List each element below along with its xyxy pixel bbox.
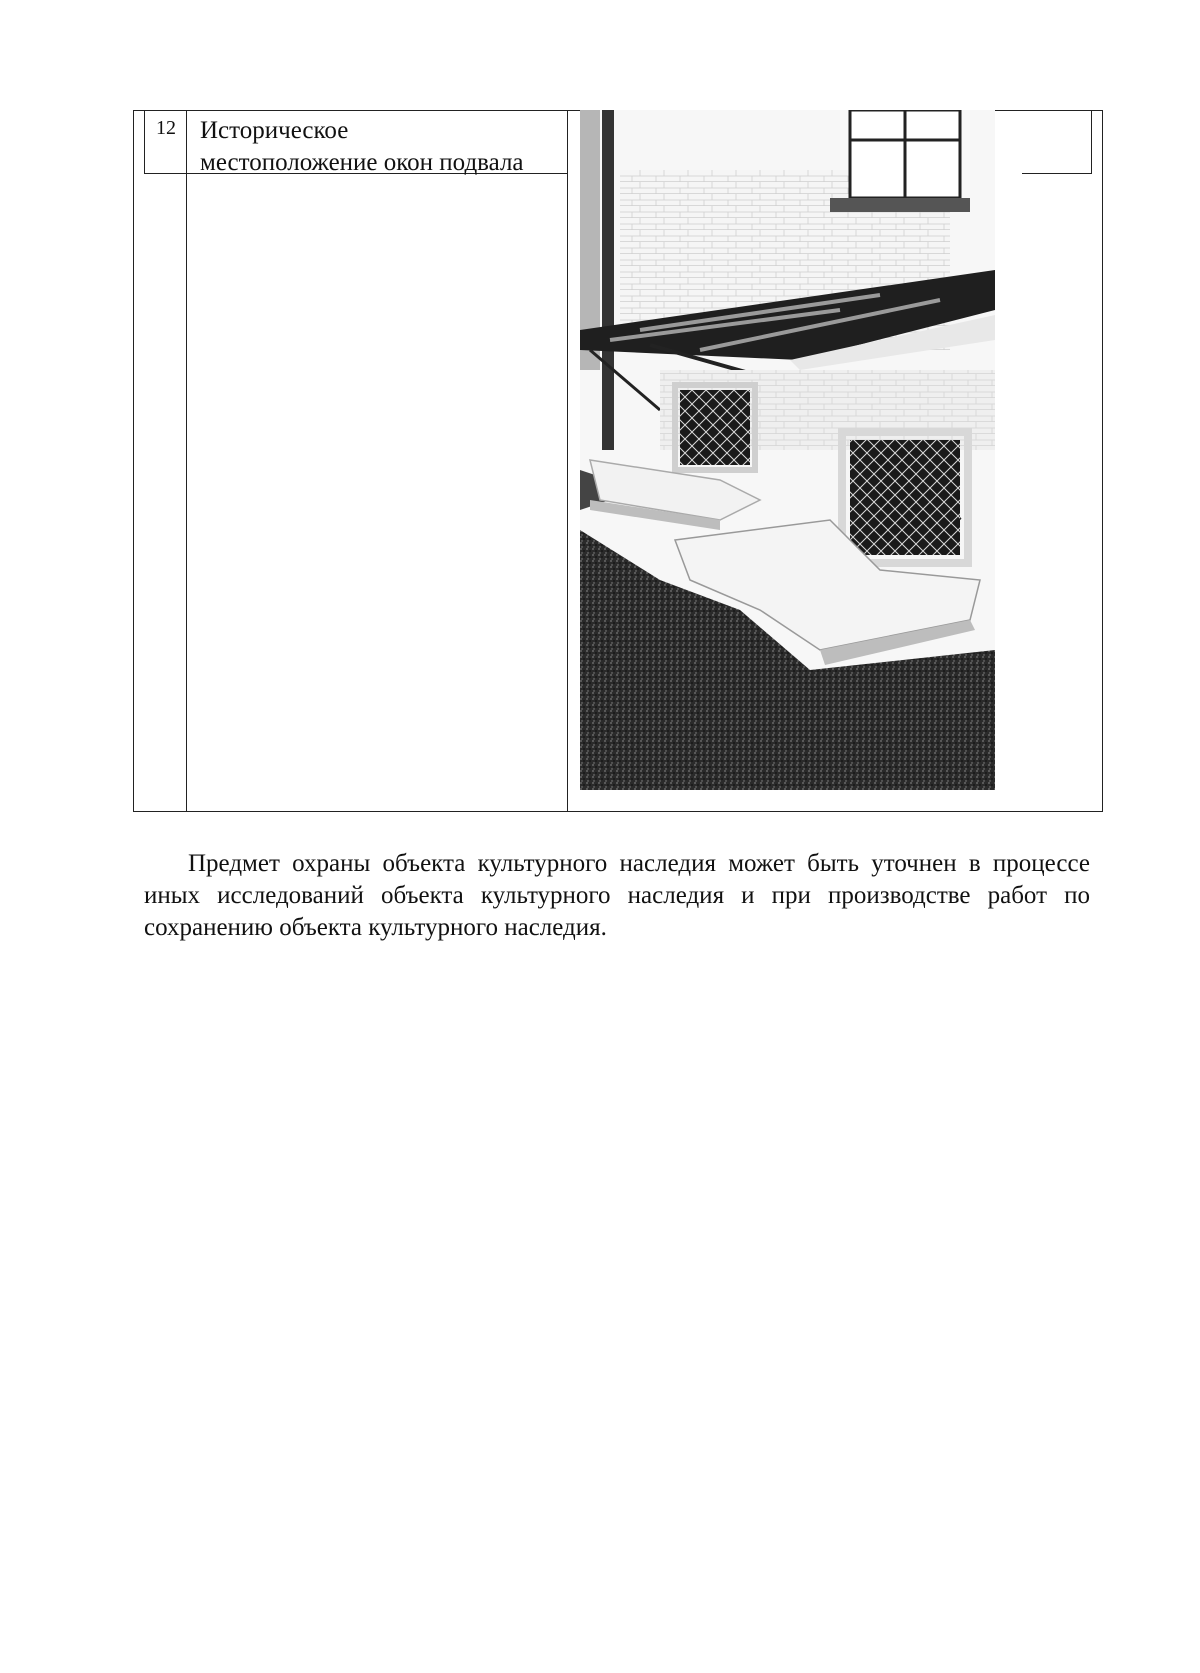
title-column xyxy=(187,111,568,811)
basement-windows-photo xyxy=(580,110,995,790)
number-column xyxy=(134,111,187,811)
header-divider-right xyxy=(1022,173,1092,174)
inner-border-left xyxy=(144,111,145,173)
row-number: 12 xyxy=(156,117,176,139)
protection-subject-paragraph: Предмет охраны объекта культурного наследия может быть уточнен в процессе иных исследований объекта культурного наследия и при производстве работ по сохранению объекта культурного наследия. xyxy=(144,850,1090,941)
inner-border-right xyxy=(1091,111,1092,173)
row-title: Историческое местоположение окон подвала xyxy=(200,117,524,176)
